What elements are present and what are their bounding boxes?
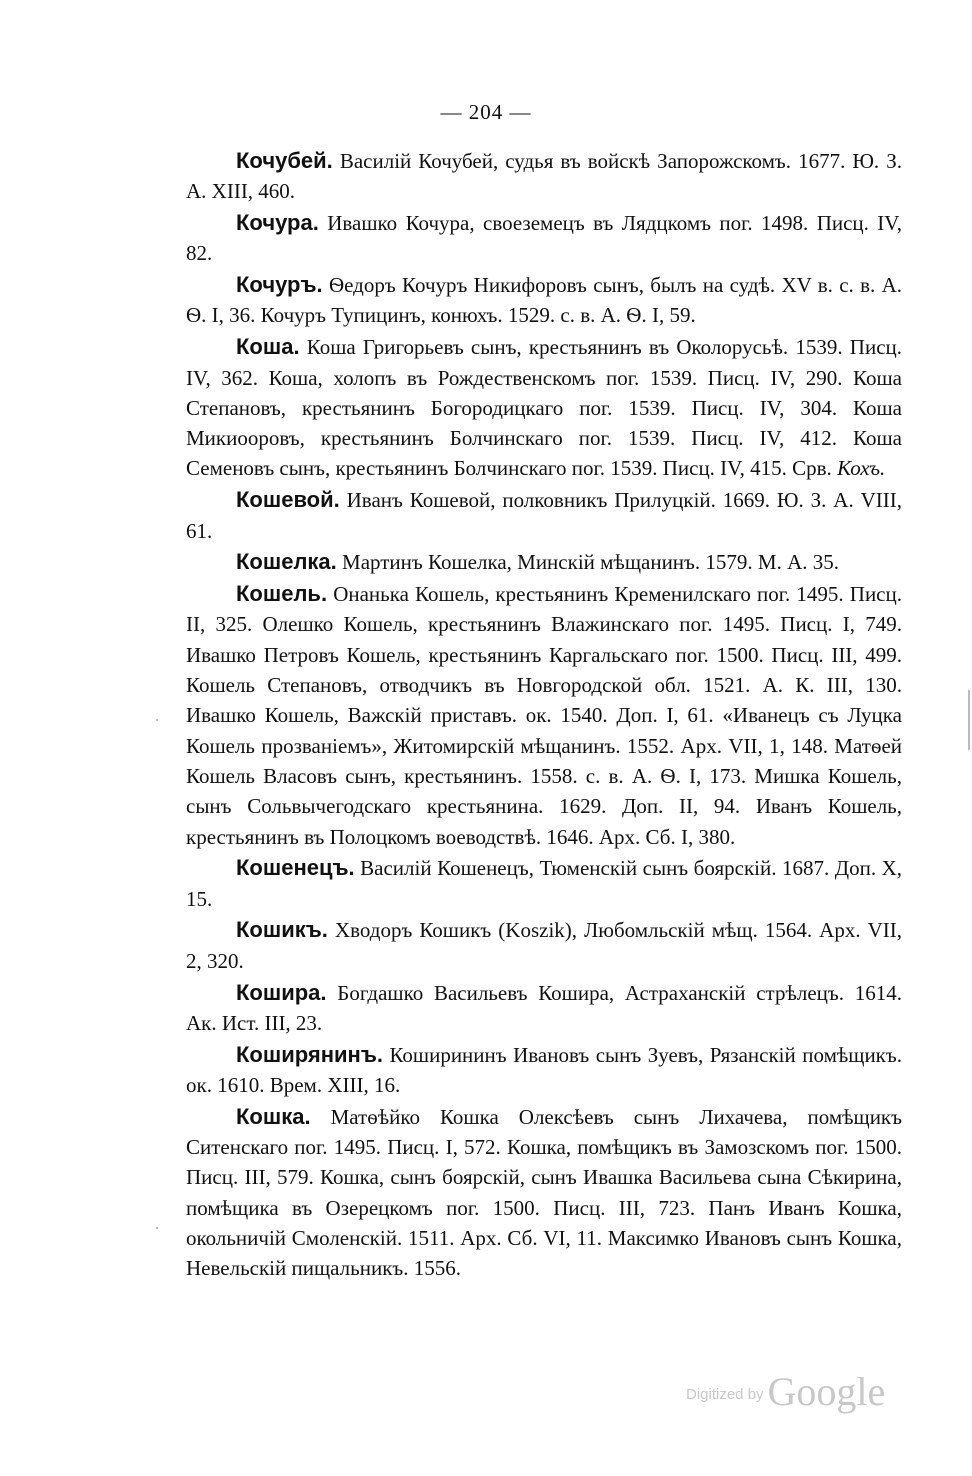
- entry-headword: Коша.: [236, 334, 300, 360]
- entry-headword: Кошель.: [236, 581, 328, 607]
- entry-headword: Кошелка.: [236, 549, 337, 575]
- entry: [186, 1102, 902, 1284]
- entry-text: Матѳѣйко Кошка Олексѣевъ сынъ Лихачева, помѣщикъ Ситенскаго пог. 1495. Писц. I, 572. Кошка, помѣщикъ въ Замозскомъ пог. 1500. Писц. III, 579. Кошка, сынъ боярскій, сынъ Ивашка Васильева сына Сѣкирина, помѣщика въ Озерецкомъ пог. 1500. Писц. III, 723. Панъ Иванъ Кошка, окольничій Смоленскій. 1511. Арх. Сб. VI, 11. Максимко Ивановъ сынъ Кошка, Невельскій пищальникъ. 1556.: [186, 1104, 902, 1281]
- entry: [186, 146, 902, 207]
- entry-text: Иванъ Кошевой, полковникъ Прилуцкій. 1669. Ю. З. А. VIII, 61.: [186, 488, 903, 543]
- entry: [186, 579, 902, 852]
- margin-mark: [156, 1227, 158, 1229]
- entry: [186, 208, 902, 269]
- entry-text: Ѳедоръ Кочуръ Никифоровъ сынъ, былъ на судѣ. XV в. с. в. А. Ѳ. I, 36. Кочуръ Тупицинъ, конюхъ. 1529. с. в. А. Ѳ. I, 59.: [186, 273, 903, 328]
- entry-headword: Кошка.: [236, 1103, 311, 1129]
- google-watermark: [686, 1368, 885, 1415]
- entry-headword: Кочуръ.: [236, 272, 323, 298]
- entry: [186, 547, 902, 577]
- entry-text: Коша Григорьевъ сынъ, крестьянинъ въ Околорусьѣ. 1539. Писц. IV, 362. Коша, холопъ въ Рождественскомъ пог. 1539. Писц. IV, 290. Коша Степановъ, крестьянинъ Богородицкаго пог. 1539. Писц. IV, 304. Коша Микиооровъ, крестьянинъ Болчинскаго пог. 1539. Писц. IV, 412. Коша Семеновъ сынъ, крестьянинъ Болчинскаго пог. 1539. Писц. IV, 415. Срв.: [186, 335, 903, 481]
- entry-text: Онанька Кошель, крестьянинъ Кременилскаго пог. 1495. Писц. II, 325. Олешко Кошель, крестьянинъ Влажинскаго пог. 1495. Писц. I, 749. Ивашко Петровъ Кошель, крестьянинъ Каргальскаго пог. 1500. Писц. III, 499. Кошель Степановъ, отводчикъ въ Новгородской обл. 1521. А. К. III, 130. Ивашко Кошель, Важскій приставъ. ок. 1540. Доп. I, 61. «Иванецъ съ Луцка Кошель прозваніемъ», Житомирскій мѣщанинъ. 1552. Арх. VII, 1, 148. Матѳей Кошель Власовъ сынъ, крестьянинъ. 1558. с. в. А. Ѳ. I, 173. Мишка Кошель, сынъ Сольвычегодскаго крестьянина. 1629. Доп. II, 94. Иванъ Кошель, крестьянинъ въ Полоцкомъ воеводствѣ. 1646. Арх. Сб. I, 380.: [186, 582, 902, 849]
- margin-mark: [968, 690, 970, 750]
- entry-headword: Кошенецъ.: [236, 855, 355, 881]
- dictionary-entries: [186, 146, 902, 1285]
- entry-headword: Коширянинъ.: [236, 1041, 383, 1067]
- entry-text: Василій Кошенецъ, Тюменскій сынъ боярскій. 1687. Доп. X, 15.: [186, 856, 902, 911]
- entry-text: Василій Кочубей, судья въ войскѣ Запорожскомъ. 1677. Ю. З. А. XIII, 460.: [186, 149, 902, 204]
- entry-headword: Кошевой.: [236, 487, 340, 513]
- entry: [186, 1040, 902, 1101]
- page-number: — 204 —: [440, 100, 532, 124]
- google-logo: Google: [767, 1369, 886, 1414]
- entry-text: Ивашко Кочура, своеземецъ въ Лядцкомъ пог. 1498. Писц. IV, 82.: [186, 211, 903, 266]
- cross-reference: Кохъ.: [837, 456, 886, 481]
- entry-text: Мартинъ Кошелка, Минскій мѣщанинъ. 1579. М. А. 35.: [342, 550, 839, 575]
- margin-mark: [156, 719, 158, 721]
- entry: [186, 915, 902, 976]
- entry: [186, 332, 902, 483]
- entry: [186, 270, 902, 331]
- entry-headword: Кошикъ.: [236, 917, 328, 943]
- entry-text: Хводоръ Кошикъ (Koszik), Любомльскій мѣщ. 1564. Арх. VII, 2, 320.: [186, 918, 903, 973]
- entry-text: Богдашко Васильевъ Кошира, Астраханскій стрѣлецъ. 1614. Ак. Ист. III, 23.: [186, 980, 903, 1035]
- watermark-prefix: Digitized by: [686, 1386, 764, 1403]
- entry-headword: Кочура.: [236, 210, 319, 236]
- entry: [186, 485, 902, 546]
- entry: [186, 853, 902, 914]
- entry-headword: Кошира.: [236, 979, 327, 1005]
- entry-headword: Кочубей.: [236, 148, 333, 173]
- entry: [186, 978, 902, 1039]
- entry-text: Коширининъ Ивановъ сынъ Зуевъ, Рязанскій помѣщикъ. ок. 1610. Врем. XIII, 16.: [186, 1042, 902, 1097]
